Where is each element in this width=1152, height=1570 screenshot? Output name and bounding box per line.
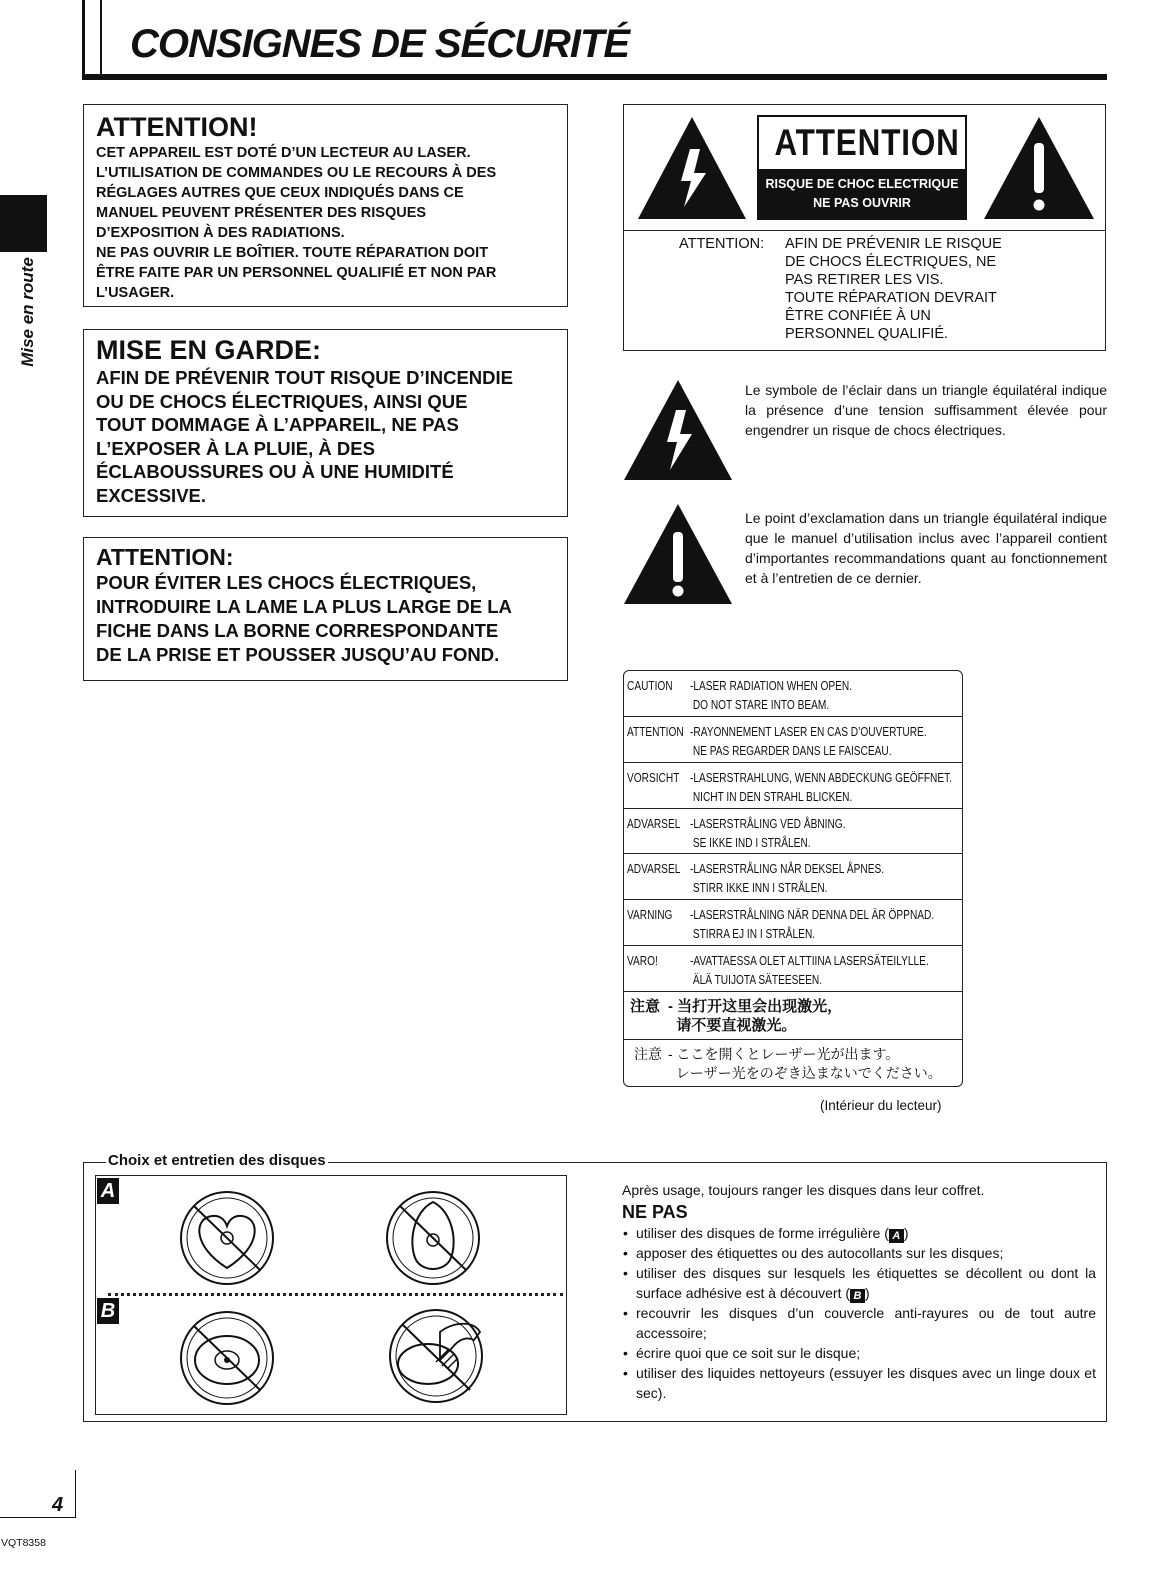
disc-care-intro: Après usage, toujours ranger les disques dans leur coffret. <box>622 1182 985 1198</box>
shock-warning-label <box>623 104 1106 351</box>
list-item <box>622 1243 1096 1263</box>
warning-label-line: DE CHOCS ÉLECTRIQUES, NE <box>785 254 997 270</box>
warning-label-line: TOUTE RÉPARATION DEVRAIT <box>785 290 997 306</box>
attention-plug-line: FICHE DANS LA BORNE CORRESPONDANTE <box>96 620 499 641</box>
laser-label-caption: (Intérieur du lecteur) <box>820 1098 942 1113</box>
mise-en-garde-line: TOUT DOMMAGE À L’APPAREIL, NE PAS <box>96 414 459 435</box>
header-rule <box>82 74 1107 80</box>
laser-row <box>624 671 962 717</box>
header-bar-right <box>100 0 102 78</box>
mise-en-garde-title: MISE EN GARDE: <box>96 335 322 365</box>
exclamation-triangle-icon <box>982 115 1096 221</box>
disc-care-legend: Choix et entretien des disques <box>108 1152 326 1169</box>
laser-row-text: -LASER RADIATION WHEN OPEN. DO NOT STARE INTO BEAM. <box>690 678 853 712</box>
attention-line: L’UTILISATION DE COMMANDES OU LE RECOURS À DES <box>96 165 497 181</box>
attention-plate <box>757 115 967 220</box>
page-title: CONSIGNES DE SÉCURITÉ <box>130 22 630 66</box>
peeling-label-disc-prohibited-icon <box>378 1302 498 1408</box>
attention-line: D’EXPOSITION À DES RADIATIONS. <box>96 225 345 241</box>
attention-plug-line: DE LA PRISE ET POUSSER JUSQU’AU FOND. <box>96 644 500 665</box>
attention-title: ATTENTION! <box>96 112 258 142</box>
side-tab-label: Mise en route <box>18 257 37 367</box>
laser-row <box>624 763 962 809</box>
lightning-symbol-text: Le symbole de l’éclair dans un triangle équilatéral indique la présence d’une tension suffisamment élevée pour engendrer un risque de chocs électriques. <box>745 382 1107 438</box>
attention-plug-line: INTRODUIRE LA LAME LA PLUS LARGE DE LA <box>96 596 512 617</box>
attention-line: MANUEL PEUVENT PRÉSENTER DES RISQUES <box>96 205 427 221</box>
attention-plug-line: POUR ÉVITER LES CHOCS ÉLECTRIQUES, <box>96 572 477 593</box>
laser-row <box>624 900 962 946</box>
attention-line: CET APPAREIL EST DOTÉ D’UN LECTEUR AU LASER. <box>96 145 471 161</box>
mise-en-garde-line: AFIN DE PRÉVENIR TOUT RISQUE D’INCENDIE <box>96 367 513 388</box>
model-code: VQT8358 <box>1 1537 46 1549</box>
laser-row-text: - ここを開くとレーザー光が出ます。 レーザー光をのぞき込まないでください。 <box>668 1046 942 1081</box>
label-b-badge: B <box>850 1289 865 1303</box>
odd-shape-disc-prohibited-icon <box>378 1188 488 1288</box>
attention-line: L’USAGER. <box>96 285 175 301</box>
laser-row-label: CAUTION <box>627 678 673 693</box>
list-item-text: recouvrir les disques d’un couvercle anti-rayures ou de tout autre accessoire; <box>636 1305 1096 1341</box>
label-b-badge: B <box>97 1298 119 1324</box>
mise-en-garde-line: EXCESSIVE. <box>96 484 207 506</box>
labeled-disc-prohibited-icon <box>172 1308 282 1408</box>
warning-label-line: PAS RETIRER LES VIS. <box>785 272 944 288</box>
shock-warning-graphic <box>624 105 1105 231</box>
list-item-text: utiliser des disques sur lesquels les étiquettes se décollent ou dont la surface adhésive est à découvert ( <box>636 1265 1096 1301</box>
laser-row-text: -RAYONNEMENT LASER EN CAS D’OUVERTURE. NE PAS REGARDER DANS LE FAISCEAU. <box>690 724 927 758</box>
disc-care-list <box>622 1223 1096 1403</box>
exclamation-symbol-text: Le point d’exclamation dans un triangle équilatéral indique que le manuel d’utilisation inclus avec l’appareil contient d’importantes recommandations quant au fonctionnement et à l’entretien de ce dernier. <box>745 510 1107 586</box>
disc-divider <box>108 1293 563 1296</box>
laser-row-label: ADVARSEL <box>627 816 681 831</box>
list-item-suffix: ) <box>903 1225 909 1241</box>
heart-disc-prohibited-icon <box>172 1188 282 1288</box>
page-number: 4 <box>52 1494 64 1516</box>
attention-plate-sub2: NE PAS OUVRIR <box>813 196 911 210</box>
warning-label-prefix: ATTENTION: <box>679 236 765 252</box>
mise-en-garde-line: OU DE CHOCS ÉLECTRIQUES, AINSI QUE <box>96 390 468 412</box>
laser-row-text: -AVATTAESSA OLET ALTTIINA LASERSÄTEILYLLE. ÄLÄ TUIJOTA SÄTEESEEN. <box>690 953 929 987</box>
laser-row-label: ADVARSEL <box>627 861 681 876</box>
disc-care-text <box>622 1180 1096 1403</box>
laser-row-text: -LASERSTRÅLNING NÄR DENNA DEL ÄR ÖPPNAD. STIRRA EJ IN I STRÅLEN. <box>690 907 935 941</box>
warning-label-line: AFIN DE PRÉVENIR LE RISQUE <box>785 236 1002 252</box>
list-item <box>622 1263 1096 1303</box>
attention-plate-subtitle <box>759 169 965 220</box>
laser-row <box>624 946 962 992</box>
laser-warning-label <box>623 670 963 1087</box>
laser-row-label: ATTENTION <box>627 724 684 739</box>
attention-plug-title: ATTENTION: <box>96 544 234 570</box>
label-a-badge: A <box>97 1178 119 1204</box>
side-tab <box>8 257 48 382</box>
list-item-text: écrire quoi que ce soit sur le disque; <box>636 1345 861 1361</box>
list-item-text: apposer des étiquettes ou des autocollants sur les disques; <box>636 1245 1004 1261</box>
attention-line: RÉGLAGES AUTRES QUE CEUX INDIQUÉS DANS CE <box>96 185 464 201</box>
list-item-suffix: ) <box>865 1285 870 1301</box>
mise-en-garde-line: ÉCLABOUSSURES OU À UNE HUMIDITÉ <box>96 461 454 482</box>
attention-plug-box <box>83 537 568 681</box>
list-item <box>622 1223 1096 1243</box>
laser-row-label: VORSICHT <box>627 770 680 785</box>
label-a-badge: A <box>889 1229 904 1243</box>
side-tab-marker <box>0 195 47 252</box>
laser-row-label: VARO! <box>627 953 658 968</box>
list-item <box>622 1303 1096 1343</box>
warning-label-line: PERSONNEL QUALIFIÉ. <box>785 326 949 342</box>
attention-line: NE PAS OUVRIR LE BOÎTIER. TOUTE RÉPARATION DOIT <box>96 245 489 261</box>
list-item-text: utiliser des liquides nettoyeurs (essuyer les disques avec un linge doux et sec). <box>636 1365 1096 1401</box>
page-number-box <box>0 1470 76 1518</box>
laser-row <box>624 854 962 900</box>
laser-row-label: 注意 <box>634 1046 662 1062</box>
laser-row-text: - 当打开这里会出现激光， 请不要直视激光。 <box>668 998 843 1034</box>
laser-row-text: -LASERSTRÅLING NÅR DEKSEL ÅPNES. STIRR IKKE INN I STRÅLEN. <box>690 861 885 895</box>
warning-label-line: ÊTRE CONFIÉE À UN <box>785 308 931 324</box>
attention-box <box>83 104 568 307</box>
exclamation-symbol-icon <box>622 502 734 606</box>
lightning-triangle-icon <box>636 115 748 221</box>
lightning-symbol-icon <box>622 378 734 482</box>
laser-row <box>624 809 962 854</box>
laser-row-text: -LASERSTRAHLUNG, WENN ABDECKUNG GEÖFFNET. NICHT IN DEN STRAHL BLICKEN. <box>690 770 952 804</box>
laser-row <box>624 1040 962 1087</box>
attention-line: ÊTRE FAITE PAR UN PERSONNEL QUALIFIÉ ET NON PAR <box>96 265 497 281</box>
header-bar-left <box>82 0 85 78</box>
laser-row-label: VARNING <box>627 907 673 922</box>
mise-en-garde-box <box>83 329 568 517</box>
attention-plate-sub1: RISQUE DE CHOC ELECTRIQUE <box>765 177 959 191</box>
laser-row-label: 注意 <box>630 998 661 1015</box>
list-item <box>622 1343 1096 1363</box>
list-item <box>622 1363 1096 1403</box>
attention-plate-title: ATTENTION <box>774 122 960 163</box>
laser-row <box>624 717 962 763</box>
disc-care-heading: NE PAS <box>622 1202 688 1222</box>
mise-en-garde-line: L’EXPOSER À LA PLUIE, À DES <box>96 437 375 459</box>
laser-row <box>624 992 962 1040</box>
list-item-text: utiliser des disques de forme irrégulière ( <box>636 1225 889 1241</box>
warning-label-text <box>785 235 1085 343</box>
laser-row-text: -LASERSTRÅLING VED ÅBNING. SE IKKE IND I STRÅLEN. <box>690 816 846 850</box>
